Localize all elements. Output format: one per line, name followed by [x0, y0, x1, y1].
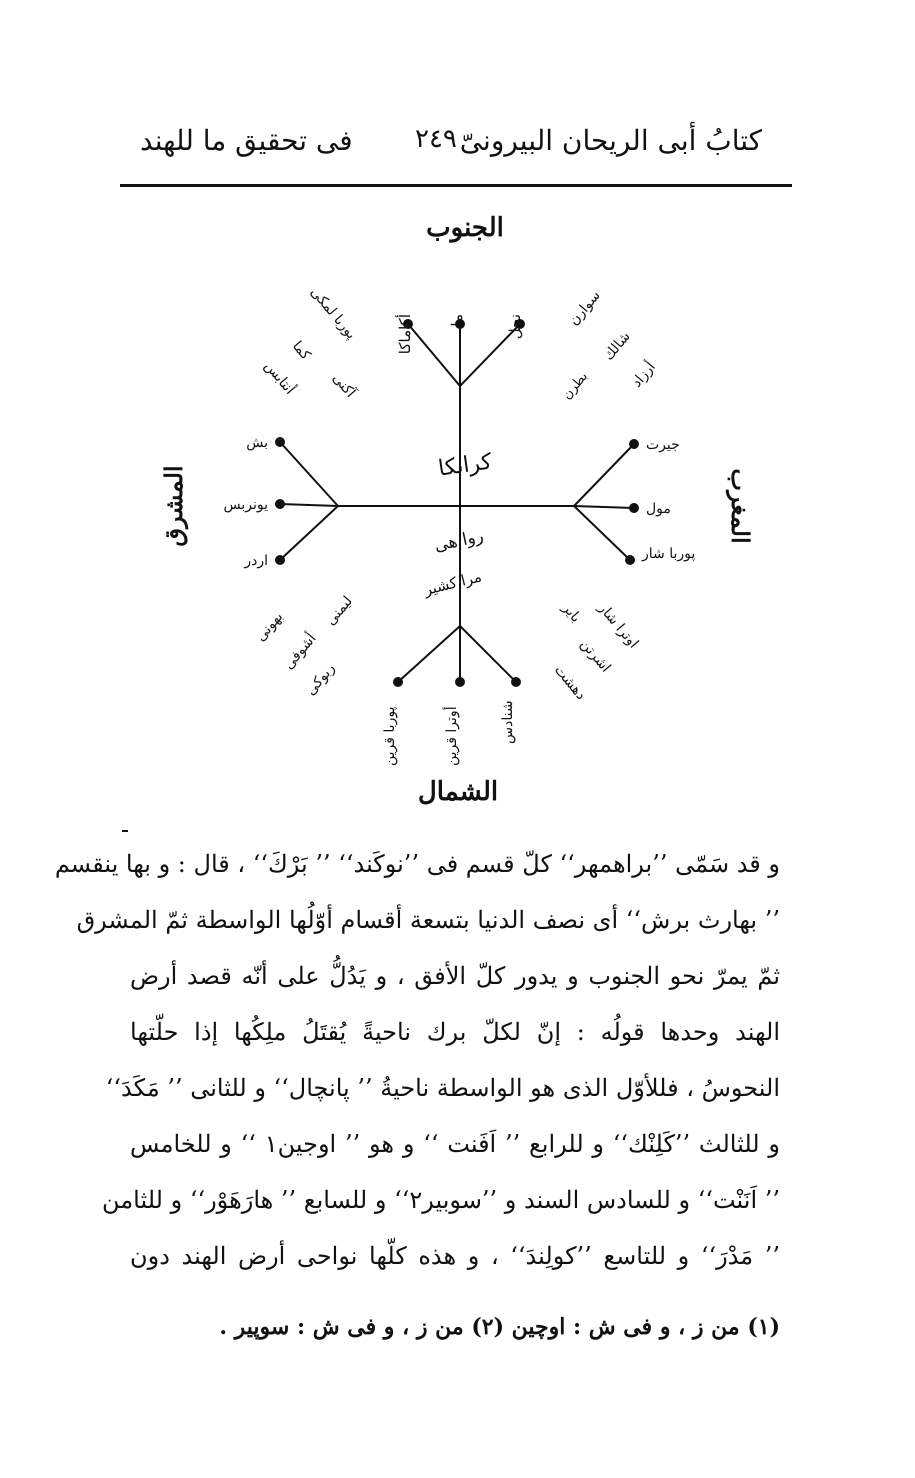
node: [275, 555, 285, 565]
body-line: النحوسُ ، فللأوّل الذى هو الواسطة ناحيةُ ’’ پانچال‘‘ و للثانى ’’ مَكَدَ‘‘: [105, 1074, 780, 1102]
east-branch-label-2: يونربس: [223, 497, 268, 513]
node: [629, 503, 639, 513]
south-branch-label-3: نجل: [506, 314, 524, 340]
direction-north: الشمال: [417, 777, 499, 807]
body-line: الهند وحدها قولُه : إنّ لكلّ برك ناحيةً يُقتَلُ ملِكُها إذا حلّتها: [130, 1018, 780, 1046]
node: [275, 499, 285, 509]
west-branch-label-1: جيرت: [646, 437, 680, 453]
sw-label-4: بطرن: [559, 369, 592, 403]
page-header: [120, 118, 792, 187]
south-branch-label-2: ما: [448, 314, 466, 327]
nw-label-2: باير: [558, 600, 584, 626]
ne-label-2: ليمنى: [322, 593, 356, 629]
direction-south: الجنوب: [426, 213, 504, 243]
body-line: ثمّ يمرّ نحو الجنوب و يدور كلّ الأفق ، و يَدُلُّ على أنّه قصد أرض: [130, 962, 780, 990]
book-title: كتابُ أبى الريحان البيرونىّ: [459, 124, 762, 157]
page-number: ٢٤٩: [415, 124, 457, 154]
body-line: ’’ بهارث برش‘‘ أى نصف الدنيا بتسعة أقسام أوّلُها الواسطة ثمّ المشرق: [76, 906, 780, 934]
nw-label-4: دهشت: [550, 662, 589, 704]
ne-label-1: بهونى: [252, 608, 287, 645]
cosmographic-diagram: [150, 196, 755, 816]
header-subtitle: فى تحقيق ما للهند: [140, 124, 353, 157]
direction-west: المغرب: [726, 468, 755, 544]
footnote: (١) من ز ، و فى ش : اوچين (٢) من ز ، و فى ش : سوپير .: [219, 1314, 780, 1340]
node: [455, 677, 465, 687]
body-line: و قد سَمّى ’’براهمهر‘‘ كلّ قسم فى ’’نوكَند‘‘ ’’ بَرْكَ‘‘ ، قال : و بها ينقسم: [54, 850, 780, 878]
node: [629, 439, 639, 449]
ne-label-3: أشوفى: [280, 630, 320, 673]
se-label-2: كما: [288, 338, 314, 364]
west-branch-label-2: مول: [646, 501, 671, 517]
sw-label-3: أرزاد: [628, 359, 659, 391]
east-branch-label-1: بش: [246, 435, 268, 451]
north-branch-label-3: شنادس: [500, 700, 516, 744]
sw-label-1: سوارن: [565, 287, 604, 329]
south-branch-label-1: أكاماكا: [396, 314, 414, 355]
body-text: [54, 836, 780, 1284]
node: [275, 437, 285, 447]
se-label-3: أنتابس: [260, 358, 298, 398]
se-label-4: آكنى: [328, 370, 359, 401]
ne-label-4: ربوكى: [302, 660, 339, 699]
body-line: و للثالث ’’كَلِنْك‘‘ و للرابع ’’ اَفَنت ‘‘ و هو ’’ اوجين١ ‘‘ و للخامس: [130, 1130, 780, 1158]
node: [393, 677, 403, 687]
body-line: ’’ اَنَنْت‘‘ و للسادس السند و ’’سوبير٢‘‘ و للسابع ’’ هارَهَوْر‘‘ و للثامن: [102, 1186, 780, 1214]
sw-label-2: شالك: [600, 328, 634, 364]
west-branch-label-3: پوربا شار: [642, 546, 696, 562]
node: [625, 555, 635, 565]
nw-label-1: اوترا شار: [594, 600, 642, 652]
se-label-1: پوربا لمكى: [306, 284, 360, 343]
center-label-low: مرا كشير: [422, 567, 484, 599]
center-label-top: كرانكا: [436, 449, 494, 482]
north-branch-label-1: پوربا قرين: [382, 706, 398, 766]
north-branch-label-2: أوترا قرين: [444, 706, 460, 766]
body-line: ’’ مَدْرَ‘‘ و للتاسع ’’كولِندَ‘‘ ، و هذه كلّها نواحى أرض الهند دون: [130, 1242, 780, 1270]
center-label-mid: روا هى: [432, 526, 486, 557]
nw-label-3: اشرتن: [576, 636, 614, 676]
east-branch-label-3: اردر: [244, 553, 268, 569]
node: [511, 677, 521, 687]
margin-mark: [122, 830, 128, 832]
direction-east: المشرق: [159, 465, 188, 547]
